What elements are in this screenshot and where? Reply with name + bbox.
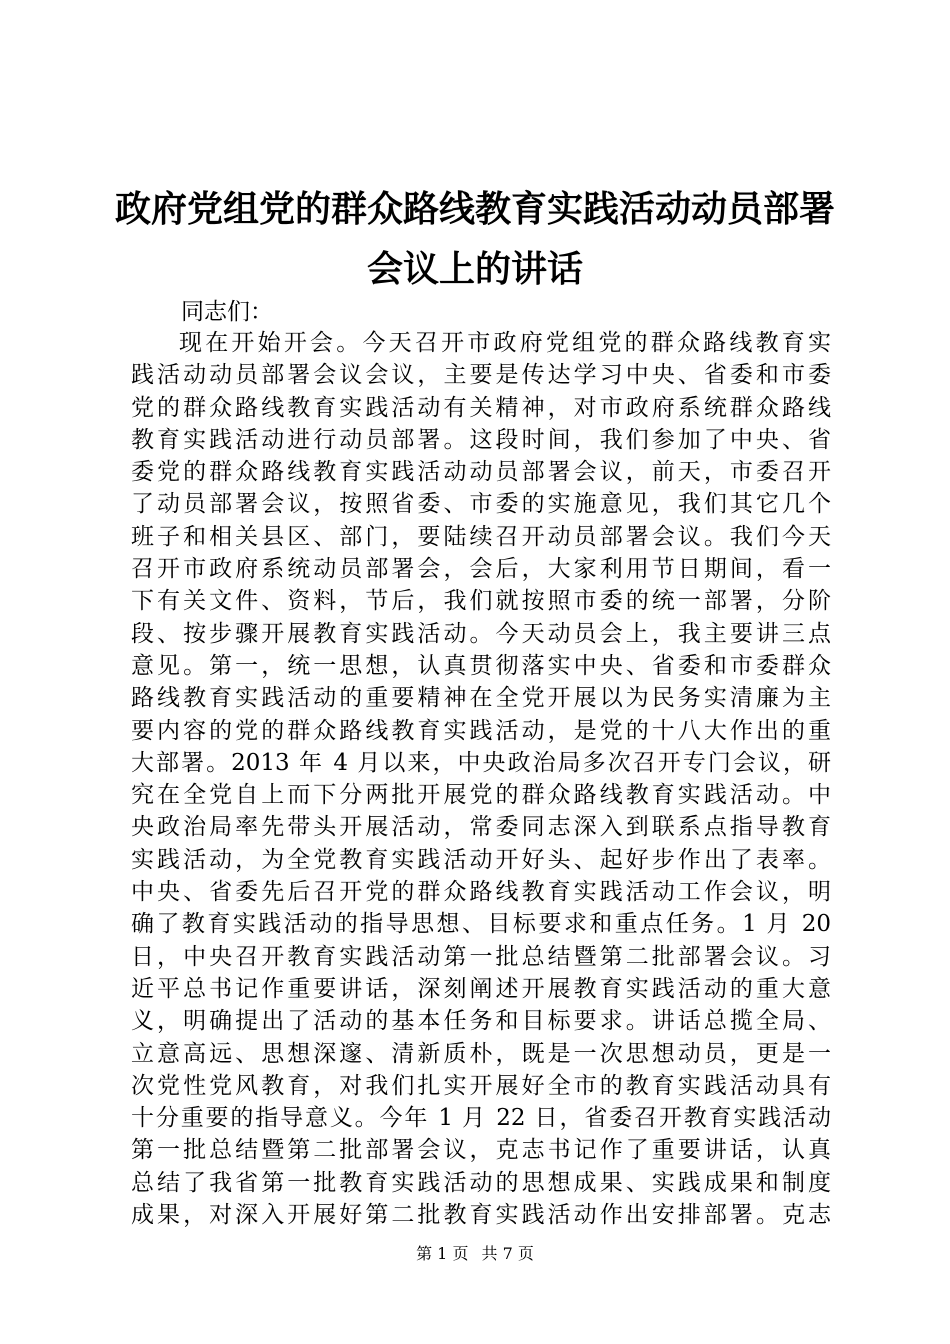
paragraph-line: 中央、省委先后召开党的群众路线教育实践活动工作会议，明 — [131, 879, 831, 906]
paragraph-line: 第一批总结暨第二批部署会议，克志书记作了重要讲话，认真 — [131, 1137, 831, 1164]
paragraph-line: 段、按步骤开展教育实践活动。今天动员会上，我主要讲三点 — [131, 620, 831, 647]
document-title-line-1: 政府党组党的群众路线教育实践活动动员部署 — [114, 189, 835, 230]
paragraph-line: 路线教育实践活动的重要精神在全党开展以为民务实清廉为主 — [131, 685, 831, 712]
paragraph-line: 究在全党自上而下分两批开展党的群众路线教育实践活动。中 — [131, 782, 831, 809]
paragraph-line: 央政治局率先带头开展活动，常委同志深入到联系点指导教育 — [131, 814, 831, 841]
paragraph-line: 成果，对深入开展好第二批教育实践活动作出安排部署。克志 — [131, 1202, 831, 1229]
paragraph-line: 大部署。2013 年 4 月以来，中央政治局多次召开专门会议，研 — [131, 749, 831, 776]
page-total: 共 7 页 — [481, 1244, 534, 1263]
salutation: 同志们： — [181, 299, 273, 325]
paragraph-line: 召开市政府系统动员部署会，会后，大家利用节日期间，看一 — [131, 556, 831, 583]
paragraph-line: 班子和相关县区、部门，要陆续召开动员部署会议。我们今天 — [131, 523, 831, 550]
paragraph-line: 意见。第一，统一思想，认真贯彻落实中央、省委和市委群众 — [131, 652, 831, 679]
body-paragraph — [131, 327, 831, 1231]
paragraph-line: 近平总书记作重要讲话，深刻阐述开展教育实践活动的重大意 — [131, 975, 831, 1002]
page-number: 第 1 页 — [416, 1244, 469, 1263]
paragraph-line: 现在开始开会。今天召开市政府党组党的群众路线教育实 — [179, 330, 831, 356]
paragraph-line: 次党性党风教育，对我们扎实开展好全市的教育实践活动具有 — [131, 1072, 831, 1099]
paragraph-line: 党的群众路线教育实践活动有关精神，对市政府系统群众路线 — [131, 394, 831, 421]
paragraph-line: 下有关文件、资料，节后，我们就按照市委的统一部署，分阶 — [131, 588, 831, 615]
paragraph-line: 立意高远、思想深邃、清新质朴，既是一次思想动员，更是一 — [131, 1040, 831, 1067]
page-footer — [0, 1243, 950, 1265]
paragraph-line: 委党的群众路线教育实践活动动员部署会议，前天，市委召开 — [131, 459, 831, 486]
paragraph-line: 十分重要的指导意义。今年 1 月 22 日，省委召开教育实践活动 — [131, 1105, 831, 1132]
paragraph-line: 总结了我省第一批教育实践活动的思想成果、实践成果和制度 — [131, 1169, 831, 1196]
paragraph-line: 了动员部署会议，按照省委、市委的实施意见，我们其它几个 — [131, 491, 831, 518]
paragraph-line: 教育实践活动进行动员部署。这段时间，我们参加了中央、省 — [131, 426, 831, 453]
paragraph-line: 实践活动，为全党教育实践活动开好头、起好步作出了表率。 — [131, 846, 831, 873]
paragraph-line: 确了教育实践活动的指导思想、目标要求和重点任务。1 月 20 — [131, 911, 831, 938]
document-title-line-2: 会议上的讲话 — [366, 249, 583, 290]
paragraph-line: 要内容的党的群众路线教育实践活动，是党的十八大作出的重 — [131, 717, 831, 744]
paragraph-line: 日，中央召开教育实践活动第一批总结暨第二批部署会议。习 — [131, 943, 831, 970]
paragraph-line: 践活动动员部署会议会议，主要是传达学习中央、省委和市委 — [131, 362, 831, 389]
paragraph-line: 义，明确提出了活动的基本任务和目标要求。讲话总揽全局、 — [131, 1008, 831, 1035]
